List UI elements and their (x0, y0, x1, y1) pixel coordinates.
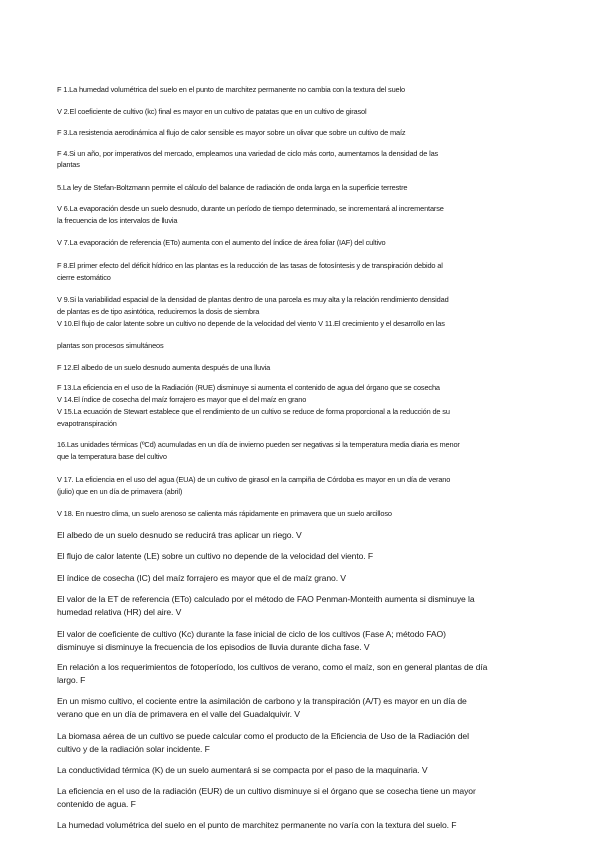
statement-line: F 4.Si un año, por imperativos del mercado, empleamos una variedad de ciclo más corto, aumentamos la densidad de las (57, 149, 439, 158)
statement-line: disminuye si disminuye la frecuencia de los episodios de lluvia durante dicha fase. V (57, 642, 370, 652)
statement-line: V 18. En nuestro clima, un suelo arenoso se calienta más rápidamente en primavera que un suelo arcilloso (57, 509, 392, 518)
statement-line: V 14.El índice de cosecha del maíz forrajero es mayor que el del maíz en grano (57, 395, 307, 404)
statement-line: V 2.El coeficiente de cultivo (kc) final es mayor en un cultivo de patatas que en un cultivo de girasol (57, 107, 367, 116)
statement-line: humedad relativa (HR) del aire. V (57, 607, 182, 617)
statement-line: verano que en un día de primavera en el valle del Guadalquivir. V (57, 709, 300, 719)
statement-line: En un mismo cultivo, el cociente entre la asimilación de carbono y la transpiración (A/T) es mayor en un día de (57, 696, 467, 706)
statement-line: F 3.La resistencia aerodinámica al flujo de calor sensible es mayor sobre un olivar que sobre un cultivo de maíz (57, 128, 406, 137)
statement-line: F 8.El primer efecto del déficit hídrico en las plantas es la reducción de las tasas de fotosíntesis y de transpiración debido al (57, 261, 443, 270)
statement-line: 16.Las unidades térmicas (ºCd) acumuladas en un día de invierno pueden ser negativas si la temperatura media diaria es menor (57, 440, 460, 449)
statement-line: cultivo y de la radiación solar incidente. F (57, 744, 210, 754)
statement-line: plantas son procesos simultáneos (57, 341, 164, 350)
statement-line: V 6.La evaporación desde un suelo desnudo, durante un período de tiempo determinado, se incrementará al incrementarse (57, 204, 444, 213)
statement-line: El índice de cosecha (IC) del maíz forrajero es mayor que el de maíz grano. V (57, 573, 346, 583)
statement-line: de plantas es de tipo asintótica, reduciremos la dosis de siembra (57, 307, 260, 316)
statement-line: F 1.La humedad volumétrica del suelo en el punto de marchitez permanente no cambia con la textura del suelo (57, 85, 405, 94)
statement-line: cierre estomático (57, 273, 111, 282)
statement-line: evapotranspiración (57, 419, 117, 428)
statement-line: F 13.La eficiencia en el uso de la Radiación (RUE) disminuye si aumenta el contenido de agua del órgano que se cosecha (57, 383, 440, 392)
statement-line: V 10.El flujo de calor latente sobre un cultivo no depende de la velocidad del viento V 11.El crecimiento y el desarrollo en las (57, 319, 445, 328)
statement-line: La biomasa aérea de un cultivo se puede calcular como el producto de la Eficiencia de Uso de la Radiación del (57, 731, 469, 741)
statement-line: El albedo de un suelo desnudo se reducirá tras aplicar un riego. V (57, 530, 302, 540)
statement-line: contenido de agua. F (57, 799, 136, 809)
statement-line: la frecuencia de los intervalos de lluvia (57, 216, 178, 225)
statement-line: El valor de la ET de referencia (ETo) calculado por el método de FAO Penman-Monteith aumenta si disminuye la (57, 594, 475, 604)
statement-line: V 7.La evaporación de referencia (ETo) aumenta con el aumento del índice de área foliar (IAF) del cultivo (57, 238, 386, 247)
statement-line: F 12.El albedo de un suelo desnudo aumenta después de una lluvia (57, 363, 271, 372)
statement-line: V 15.La ecuación de Stewart establece que el rendimiento de un cultivo se reduce de forma proporcional a la reducción de su (57, 407, 450, 416)
statement-line: V 9.Si la variabilidad espacial de la densidad de plantas dentro de una parcela es muy alta y la relación rendimiento densidad (57, 295, 449, 304)
statement-line: (julio) que en un día de primavera (abril) (57, 487, 183, 496)
statement-line: En relación a los requerimientos de fotoperíodo, los cultivos de verano, como el maíz, son en general plantas de día (57, 662, 488, 672)
statement-line: La humedad volumétrica del suelo en el punto de marchitez permanente no varía con la textura del suelo. F (57, 820, 457, 830)
statement-line: plantas (57, 160, 80, 169)
statement-line: El flujo de calor latente (LE) sobre un cultivo no depende de la velocidad del viento. F (57, 551, 374, 561)
statement-line: La conductividad térmica (K) de un suelo aumentará si se compacta por el paso de la maquinaria. V (57, 765, 428, 775)
statement-line: 5.La ley de Stefan-Boltzmann permite el cálculo del balance de radiación de onda larga en la superficie terrestre (57, 183, 408, 192)
statement-line: La eficiencia en el uso de la radiación (EUR) de un cultivo disminuye si el órgano que se cosecha tiene un mayor (57, 786, 476, 796)
statement-line: El valor de coeficiente de cultivo (Kc) durante la fase inicial de ciclo de los cultivos (Fase A; método FAO) (57, 629, 446, 639)
statement-line: V 17. La eficiencia en el uso del agua (EUA) de un cultivo de girasol en la campiña de Córdoba es mayor en un día de verano (57, 475, 451, 484)
statement-line: que la temperatura base del cultivo (57, 452, 167, 461)
statement-line: largo. F (57, 675, 86, 685)
